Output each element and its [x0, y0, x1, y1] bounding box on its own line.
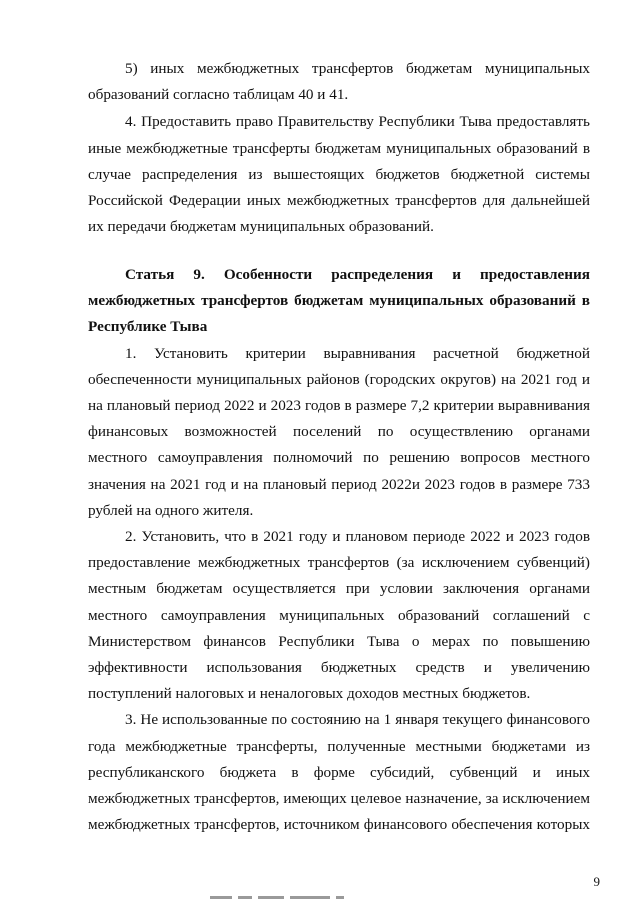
paragraph-article-1: 1. Установить критерии выравнивания расчетной бюджетной обеспеченности муниципальных районов (городских округов) на 2021 год и на плановый период 2022 и 2023 годов в размере 7,2 критерии выравнивания финансовых возможностей поселений по осуществлению органами местного самоуправления полномочий по решению вопросов местного значения на 2021 год и на плановый период 2022и 2023 годов в размере 733 рублей на одного жителя. [88, 344, 590, 519]
footer-scan-artifact [210, 896, 420, 902]
paragraph-article-2: 2. Установить, что в 2021 году и плановом периоде 2022 и 2023 годов предоставление межбюджетных трансфертов (за исключением субвенций) местным бюджетам осуществляется при условии заключения органами местного самоуправления муниципальных образований соглашений с Министерством финансов Республики Тыва о мерах по повышению эффективности использования бюджетных средств и увеличению поступлений налоговых и неналоговых доходов местных бюджетов. [88, 528, 590, 703]
page-number: 9 [593, 874, 600, 889]
intro-section [88, 56, 590, 240]
paragraph-item-5: 5) иных межбюджетных трансфертов бюджетам муниципальных образований согласно таблицам 40 и 41. [88, 60, 590, 104]
paragraph-article-3: 3. Не использованные по состоянию на 1 января текущего финансового года межбюджетные трансферты, полученные местными бюджетами из республиканского бюджета в форме субсидий, субвенций и иных межбюджетных трансфертов, имеющих целевое назначение, за исключением межбюджетных трансфертов, источником финансового обеспечения которых [88, 711, 590, 834]
article-title: Статья 9. Особенности распределения и предоставления межбюджетных трансфертов бюджетам муниципальных образований в Республике Тыва [88, 266, 590, 336]
article-9-section [88, 262, 590, 838]
paragraph-clause-4: 4. Предоставить право Правительству Республики Тыва предоставлять иные межбюджетные трансферты бюджетам муниципальных образований в случае распределения из вышестоящих бюджетов бюджетной системы Российской Федерации иных межбюджетных трансфертов для дальнейшей их передачи бюджетам муниципальных образований. [88, 113, 590, 236]
